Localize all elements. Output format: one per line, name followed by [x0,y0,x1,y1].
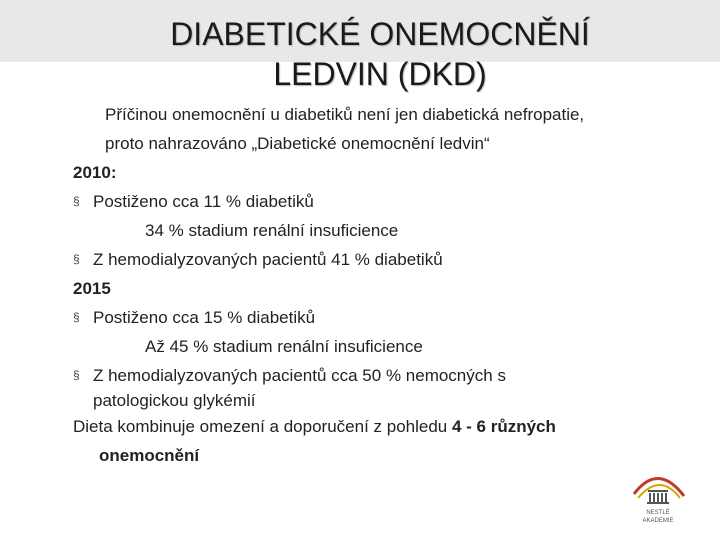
bullet-icon: § [73,368,80,382]
slide-title [80,14,680,94]
logo-text-1: NESTLÉ [646,510,670,516]
bullet-icon: § [73,252,80,266]
sub-item: Až 45 % stadium renální insuficience [145,337,423,356]
slide-title-line1: DIABETICKÉ ONEMOCNĚNÍ [170,16,590,52]
list-item [73,245,703,274]
diet-line1 [73,412,703,441]
intro-line1: Příčinou onemocnění u diabetiků není jen diabetická nefropatie, [105,105,585,124]
diet-bold-range: 4 - 6 různých [451,417,556,436]
intro-line2: proto nahrazováno „Diabetické onemocnění ledvin“ [105,134,490,153]
list-item [73,187,703,216]
bullet-continuation: patologickou glykémií [93,391,256,410]
academy-logo [628,468,688,526]
bullet-icon: § [73,194,80,208]
bullet-text: Z hemodialyzovaných pacientů cca 50 % nemocných s [93,366,506,385]
year-2015-heading: 2015 [73,279,111,298]
slide-title-line2: LEDVIN (DKD) [273,56,487,92]
list-item [73,361,703,390]
sub-item: 34 % stadium renální insuficience [145,221,399,240]
slide-content [73,100,703,470]
bullet-text: Postiženo cca 15 % diabetiků [93,308,316,327]
logo-building [647,490,669,504]
bullet-text: Postiženo cca 11 % diabetiků [93,192,314,211]
diet-line2: onemocnění [99,446,200,465]
bullet-icon: § [73,310,80,324]
year-2010-heading: 2010: [73,163,117,182]
list-item [73,303,703,332]
logo-text-2: AKADEMIE [642,518,674,524]
diet-text: Dieta kombinuje omezení a doporučení z pohledu [73,417,452,436]
bullet-text: Z hemodialyzovaných pacientů 41 % diabetiků [93,250,443,269]
